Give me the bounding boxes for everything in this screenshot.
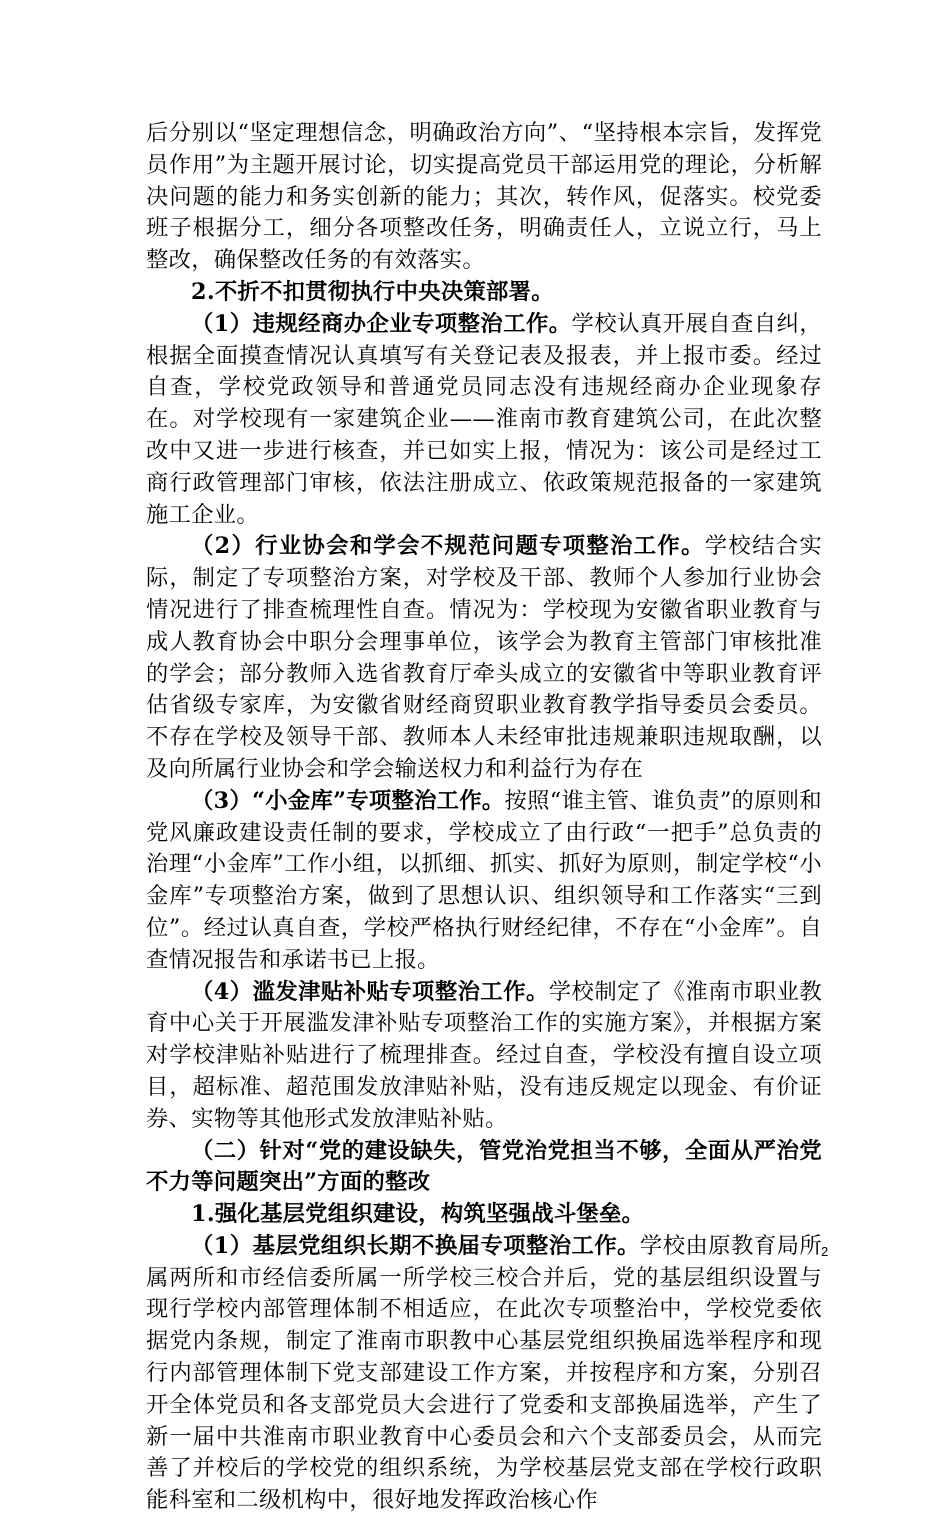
paragraph xyxy=(146,1231,822,1517)
paragraph xyxy=(146,977,822,1136)
paragraph-lead: （4）滥发津贴补贴专项整治工作。 xyxy=(191,978,549,1005)
heading-text: 2.不折不扣贯彻执行中央决策部署。 xyxy=(191,278,554,305)
paragraph-text: 学校制定了《淮南市职业教育中心关于开展滥发津补贴专项整治工作的实施方案》，并根据方案对学校津贴补贴进行了梳理排查。经过自查，学校没有擅自设立项目，超标准、超范围发放津贴补贴，没有违反规定以现金、有价证券、实物等其他形式发放津贴补贴。 xyxy=(146,978,822,1132)
heading-text: 1.强化基层党组织建设，构筑坚强战斗堡垒。 xyxy=(191,1201,645,1228)
paragraph xyxy=(146,531,822,785)
paragraph-heading xyxy=(146,1199,822,1231)
page-number: 2 xyxy=(821,1244,829,1259)
paragraph-text: 后分别以“坚定理想信念，明确政治方向”、“坚持根本宗旨，发挥党员作用”为主题开展讨论，切实提高党员干部运用党的理论，分析解决问题的能力和务实创新的能力；其次，转作风，促落实。校党委班子根据分工，细分各项整改任务，明确责任人，立说立行，马上整改，确保整改任务的有效落实。 xyxy=(146,120,822,274)
paragraph-lead: （2）行业协会和学会不规范问题专项整治工作。 xyxy=(191,533,705,560)
paragraph-lead: （1）违规经商办企业专项整治工作。 xyxy=(191,310,572,337)
paragraph-heading xyxy=(146,277,822,309)
paragraph-text: 按照“谁主管、谁负责”的原则和党风廉政建设责任制的要求，学校成立了由行政“一把手”总负责的治理“小金库”工作小组，以抓细、抓实、抓好为原则，制定学校“小金库”专项整治方案，做到了思想认识、组织领导和工作落实“三到位”。经过认真自查，学校严格执行财经纪律，不存在“小金库”。自查情况报告和承诺书已上报。 xyxy=(146,787,822,973)
heading-text: （二）针对“党的建设缺失，管党治党担当不够，全面从严治党不力等问题突出”方面的整改 xyxy=(146,1137,822,1196)
paragraph xyxy=(146,309,822,532)
paragraph-text: 学校结合实际，制定了专项整治方案，对学校及干部、教师个人参加行业协会情况进行了排查梳理性自查。情况为：学校现为安徽省职业教育与成人教育协会中职分会理事单位，该学会为教育主管部门审核批准的学会；部分教师入选省教育厅牵头成立的安徽省中等职业教育评估省级专家库，为安徽省财经商贸职业教育教学指导委员会委员。不存在学校及领导干部、教师本人未经审批违规兼职违规取酬，以及向所属行业协会和学会输送权力和利益行为存在 xyxy=(146,533,822,782)
paragraph xyxy=(146,786,822,977)
paragraph xyxy=(146,118,822,277)
paragraph-lead: （3）“小金库”专项整治工作。 xyxy=(191,787,505,814)
paragraph-lead: （1）基层党组织长期不换届专项整治工作。 xyxy=(191,1232,640,1259)
document-body xyxy=(146,118,822,1517)
paragraph-text: 学校由原教育局所属两所和市经信委所属一所学校三校合并后，党的基层组织设置与现行学校内部管理体制不相适应，在此次专项整治中，学校党委依据党内条规，制定了淮南市职教中心基层党组织换届选举程序和现行内部管理体制下党支部建设工作方案，并按程序和方案，分别召开全体党员和各支部党员大会进行了党委和支部换届选举，产生了新一届中共淮南市职业教育中心委员会和六个支部委员会，从而完善了并校后的学校党的组织系统，为学校基层党支部在学校行政职能科室和二级机构中，很好地发挥政治核心作 xyxy=(146,1232,822,1514)
paragraph-text: 学校认真开展自查自纠，根据全面摸查情况认真填写有关登记表及报表，并上报市委。经过自查，学校党政领导和普通党员同志没有违规经商办企业现象存在。对学校现有一家建筑企业——淮南市教育建筑公司，在此次整改中又进一步进行核查，并已如实上报，情况为：该公司是经过工商行政管理部门审核，依法注册成立、依政策规范报备的一家建筑施工企业。 xyxy=(146,310,822,528)
paragraph-heading xyxy=(146,1136,822,1200)
